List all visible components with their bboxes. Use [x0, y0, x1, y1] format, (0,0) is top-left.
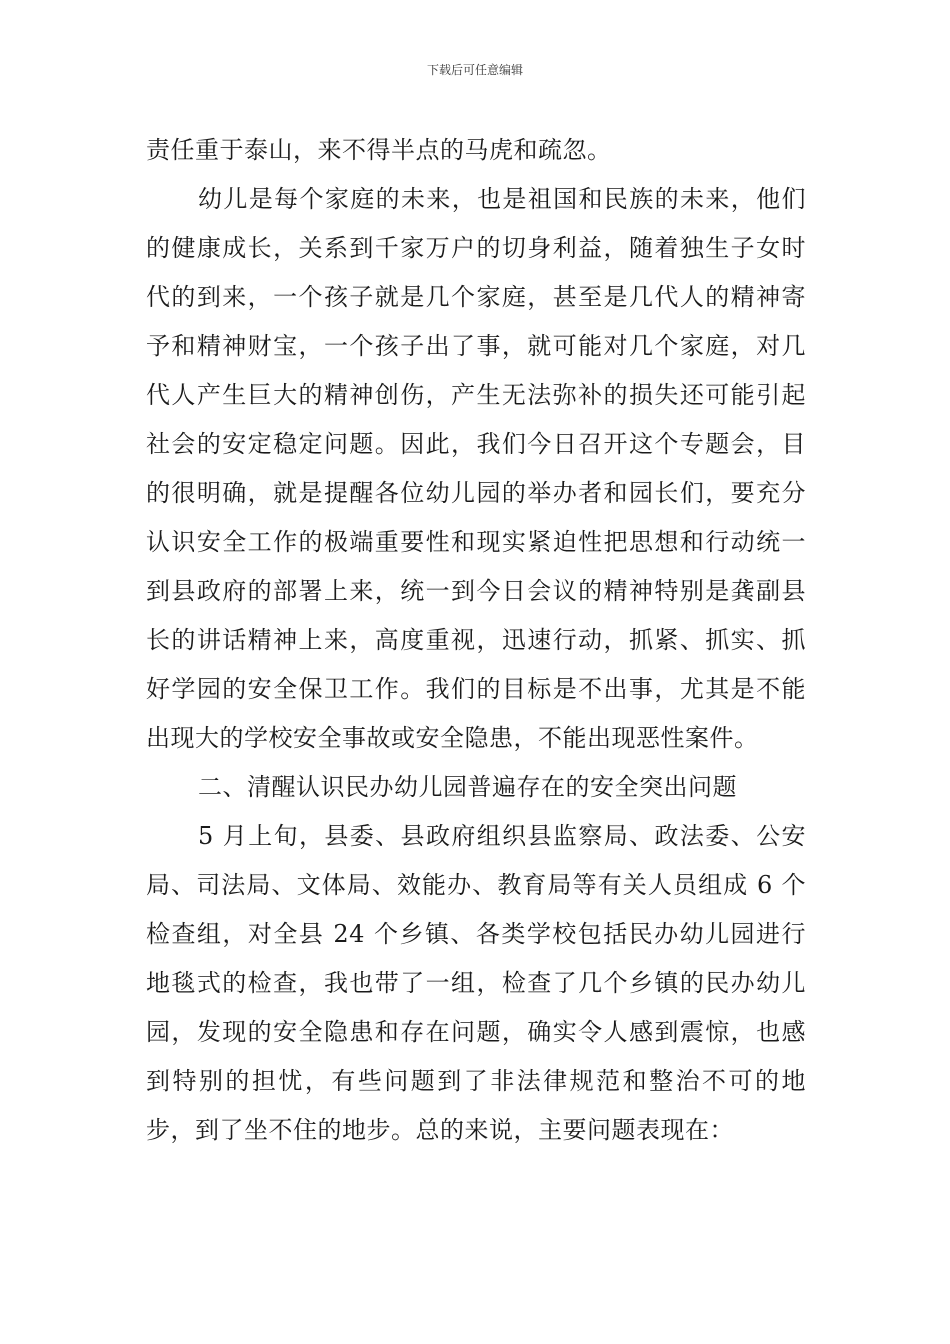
paragraph-2: 幼儿是每个家庭的未来，也是祖国和民族的未来，他们的健康成长，关系到千家万户的切身利益，随着独生子女时代的到来，一个孩子就是几个家庭，甚至是几代人的精神寄予和精神财宝，一个孩子出了事，就可能对几个家庭，对几代人产生巨大的精神创伤，产生无法弥补的损失还可能引起社会的安定稳定问题。因此，我们今日召开这个专题会，目的很明确，就是提醒各位幼儿园的举办者和园长们，要充分认识安全工作的极端重要性和现实紧迫性把思想和行动统一到县政府的部署上来，统一到今日会议的精神特别是龚副县长的讲话精神上来，高度重视，迅速行动，抓紧、抓实、抓好学园的安全保卫工作。我们的目标是不出事，尤其是不能出现大的学校安全事故或安全隐患，不能出现恶性案件。 [146, 185, 806, 752]
document-body [146, 126, 806, 1155]
section-heading: 二、清醒认识民办幼儿园普遍存在的安全突出问题 [198, 773, 737, 801]
paragraph-1: 责任重于泰山，来不得半点的马虎和疏忽。 [146, 136, 612, 164]
page-header: 下载后可任意编辑 [426, 63, 523, 77]
paragraph-4: 5 月上旬，县委、县政府组织县监察局、政法委、公安局、司法局、文体局、效能办、教育局等有关人员组成 6 个检查组，对全县 24 个乡镇、各类学校包括民办幼儿园进行地毯式的检查，我也带了一组，检查了几个乡镇的民办幼儿园，发现的安全隐患和存在问题，确实令人感到震惊，也感到特别的担忧，有些问题到了非法律规范和整治不可的地步，到了坐不住的地步。总的来说，主要问题表现在： [146, 822, 806, 1144]
